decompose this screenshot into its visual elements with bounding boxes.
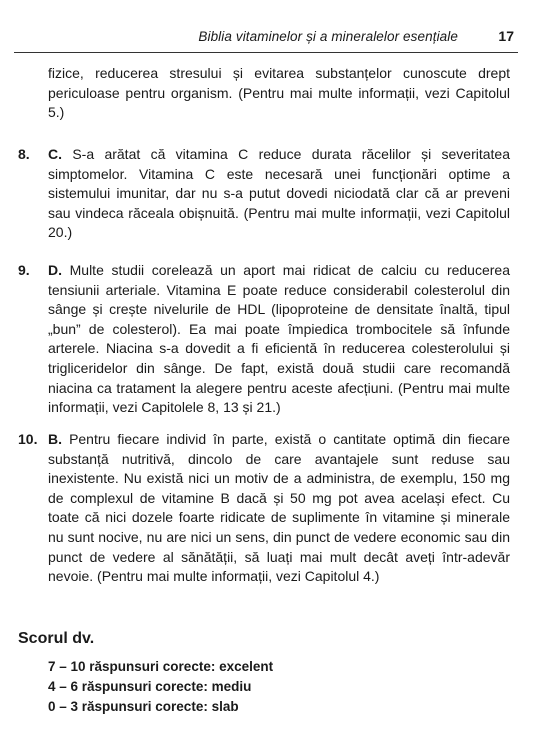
score-heading: Scorul dv.: [18, 630, 95, 647]
answer-paragraph-9: [48, 261, 510, 418]
answer-text-8: S-a arătat că vitamina C reduce durata răcelilor și severitatea simptomelor. Vitamina C este necesară unei funcționări optime a sistemului imunitar, dar nu s-a putut dovedi niciodată clar că ar preveni sau vindeca răceala obișnuită. (Pentru mai multe informații, vezi Capitolul 20.): [48, 146, 510, 241]
answer-letter-9: D.: [48, 262, 62, 278]
answer-text-9: Multe studii corelează un aport mai ridicat de calciu cu reducerea tensiunii arteriale. Vitamina E poate reduce considerabil colesterolul din sânge și crește nivelurile de HDL (lipoproteine de densitate înaltă, tipul „bun” de colesterol). Ea mai poate împiedica trombocitele să înfunde arterele. Niacina s-a dovedit a fi eficientă în reducerea colesterolului și trigliceridelor din sânge. De fapt, există două studii care recomandă niacina ca tratament la alegere pentru aceste afecțiuni. (Pentru mai multe informații, vezi Capitolele 8, 13 și 21.): [48, 262, 510, 416]
answer-letter-8: C.: [48, 146, 62, 162]
score-level-medium: 4 – 6 răspunsuri corecte: mediu: [48, 679, 252, 694]
answer-paragraph-10: [48, 430, 510, 587]
question-number-8: 8.: [18, 146, 30, 162]
score-level-high: 7 – 10 răspunsuri corecte: excelent: [48, 659, 274, 674]
answer-text-10: Pentru fiecare individ în parte, există o cantitate optimă din fiecare substanță nutritivă, dincolo de care avantajele sunt reduse sau inexistente. Nu există nici un motiv de a administra, de exemplu, 150 mg de complexul de vitamine B dacă și 50 mg pot avea același efect. Cu toate că nici dozele foarte ridicate de suplimente în vitamine și minerale nu sunt nocive, nu are nici un sens, din punct de vedere economic sau din punct de vedere al sănătății, să luați mai mult decât aveți într-adevăr nevoie. (Pentru mai multe informații, vezi Capitolul 4.): [48, 431, 511, 585]
running-header: [14, 26, 518, 53]
answer-letter-10: B.: [48, 431, 62, 447]
page-number: 17: [498, 28, 514, 44]
book-title: Biblia vitaminelor și a mineralelor esențiale: [198, 29, 458, 44]
question-number-9: 9.: [18, 262, 30, 278]
score-level-low: 0 – 3 răspunsuri corecte: slab: [48, 699, 239, 714]
question-number-10: 10.: [18, 431, 38, 447]
continuation-paragraph: fizice, reducerea stresului și evitarea substanțelor cunoscute drept periculoase pentru organism. (Pentru mai multe informații, vezi Capitolul 5.): [48, 65, 510, 121]
answer-paragraph-8: [48, 145, 510, 243]
